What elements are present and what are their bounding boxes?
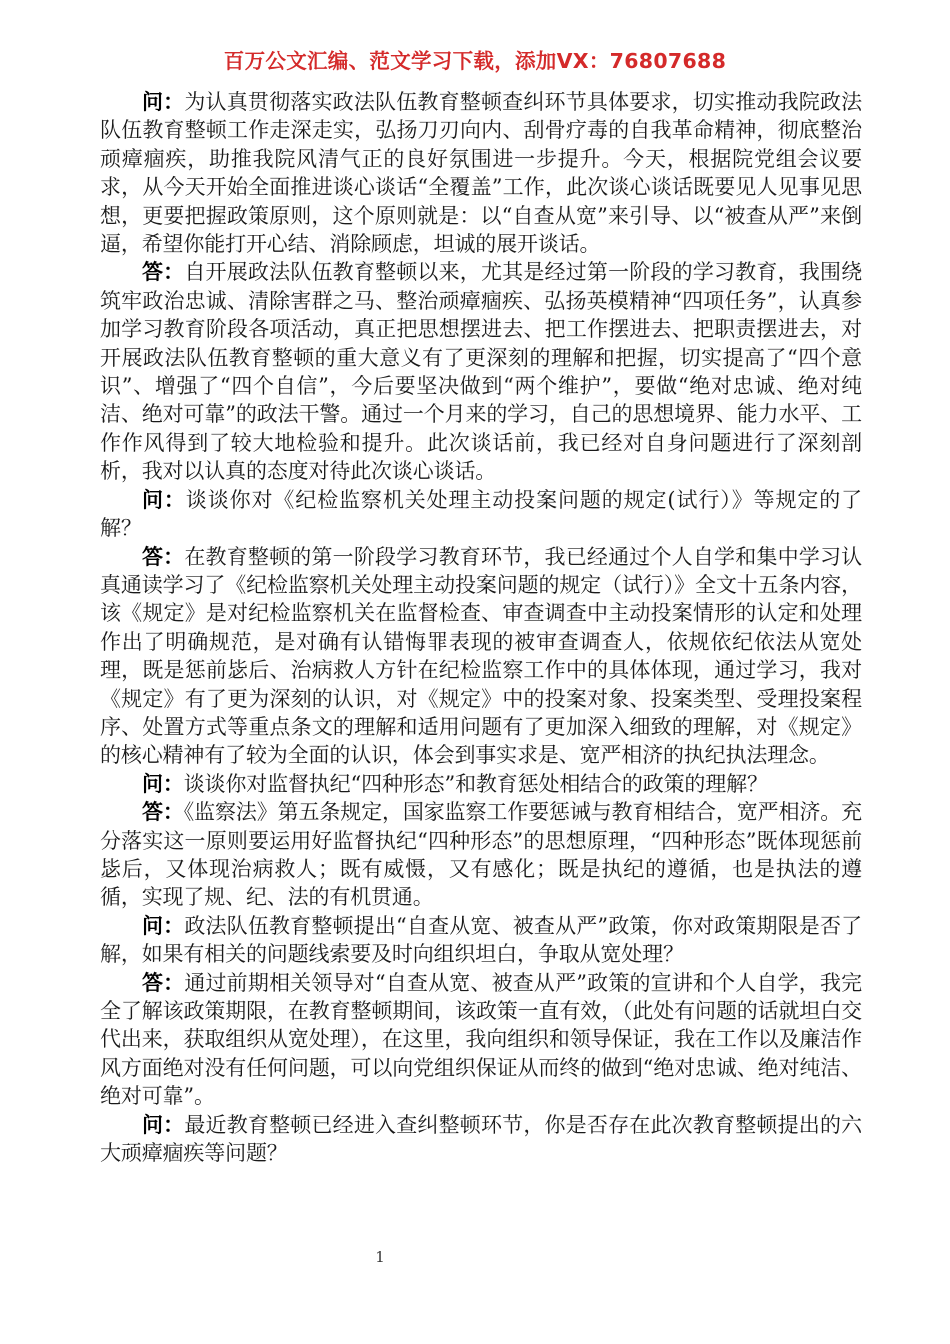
- document-body: [100, 88, 862, 1167]
- qa-marker: 问：: [142, 89, 185, 114]
- qa-marker: 答：: [142, 259, 185, 285]
- paragraph: [100, 1111, 862, 1168]
- paragraph: [100, 88, 862, 258]
- paragraph-text: 谈谈你对《纪检监察机关处理主动投案问题的规定(试行）》等规定的了解？: [100, 487, 863, 541]
- qa-marker: 答：: [142, 799, 184, 825]
- paragraph-text: 为认真贯彻落实政法队伍教育整顿查纠环节具体要求，切实推动我院政法队伍教育整顿工作走深走实，弘扬刀刃向内、刮骨疗毒的自我革命精神，彻底整治顽瘴痼疾，助推我院风清气正的良好氛围进一步提升。今天，根据院党组会议要求，从今天开始全面推进谈心谈话“全覆盖”工作，此次谈心谈话既要见人见事见思想，更要把握政策原则，这个原则就是：以“自查从宽”来引导、以“被查从严”来倒逼，希望你能打开心结、消除顾虑，坦诚的展开谈话。: [100, 90, 862, 257]
- qa-marker: 答：: [142, 969, 185, 995]
- qa-marker: 答：: [142, 543, 185, 569]
- paragraph: [100, 258, 862, 485]
- advertisement-banner-text: 百万公文汇编、范文学习下载，添加VX：76807688: [223, 49, 727, 73]
- paragraph-text: 最近教育整顿已经进入查纠整顿环节，你是否存在此次教育整顿提出的六大顽瘴痼疾等问题？: [100, 1112, 862, 1166]
- paragraph-text: 谈谈你对监督执纪“四种形态”和教育惩处相结合的政策的理解？: [183, 771, 768, 796]
- paragraph-text: 政法队伍教育整顿提出“自查从宽、被查从严”政策，你对政策期限是否了解，如果有相关的问题线索要及时向组织坦白，争取从宽处理？: [100, 913, 862, 967]
- qa-marker: 问：: [142, 770, 184, 796]
- paragraph: [100, 969, 862, 1111]
- paragraph: [100, 770, 862, 798]
- page-number: 1: [375, 1248, 385, 1266]
- paragraph: [100, 912, 862, 969]
- qa-marker: 问：: [142, 486, 186, 512]
- qa-marker: 问：: [142, 912, 185, 938]
- paragraph-text: 自开展政法队伍教育整顿以来，尤其是经过第一阶段的学习教育，我围绕筑牢政治忠诚、清除害群之马、整治顽瘴痼疾、弘扬英模精神“四项任务”，认真参加学习教育阶段各项活动，真正把思想摆进去、把工作摆进去、把职责摆进去，对开展政法队伍教育整顿的重大意义有了更深刻的理解和把握，切实提高了“四个意识”、增强了“四个自信”，今后要坚决做到“两个维护”，要做“绝对忠诚、绝对纯洁、绝对可靠”的政法干警。通过一个月来的学习，自己的思想境界、能力水平、工作作风得到了较大地检验和提升。此次谈话前，我已经对自身问题进行了深刻剖析，我对以认真的态度对待此次谈心谈话。: [100, 260, 862, 484]
- paragraph: [100, 798, 862, 912]
- paragraph: [100, 543, 862, 770]
- paragraph-text: 在教育整顿的第一阶段学习教育环节，我已经通过个人自学和集中学习认真通读学习了《纪检监察机关处理主动投案问题的规定（试行）》全文十五条内容，该《规定》是对纪检监察机关在监督检查、审查调查中主动投案情形的认定和处理作出了明确规范，是对确有认错悔罪表现的被审查调查人，依规依纪依法从宽处理，既是惩前毖后、治病救人方针在纪检监察工作中的具体体现，通过学习，我对《规定》有了更为深刻的认识，对《规定》中的投案对象、投案类型、受理投案程序、处置方式等重点条文的理解和适用问题有了更加深入细致的理解，对《规定》的核心精神有了较为全面的认识，体会到事实求是、宽严相济的执纪执法理念。: [100, 544, 862, 768]
- paragraph-text: 通过前期相关领导对“自查从宽、被查从严”政策的宣讲和个人自学，我完全了解该政策期限，在教育整顿期间，该政策一直有效，（此处有问题的话就坦白交代出来，获取组织从宽处理），在这里，我向组织和领导保证，我在工作以及廉洁作风方面绝对没有任何问题，可以向党组织保证从而终的做到“绝对忠诚、绝对纯洁、绝对可靠”。: [100, 970, 862, 1109]
- paragraph: [100, 486, 862, 543]
- qa-marker: 问：: [142, 1111, 185, 1137]
- paragraph-text: 《监察法》第五条规定，国家监察工作要惩诫与教育相结合，宽严相济。充分落实这一原则要运用好监督执纪“四种形态”的思想原理，“四种形态”既体现惩前毖后，又体现治病救人；既有威慑，又有感化；既是执纪的遵循，也是执法的遵循，实现了规、纪、法的有机贯通。: [100, 800, 862, 910]
